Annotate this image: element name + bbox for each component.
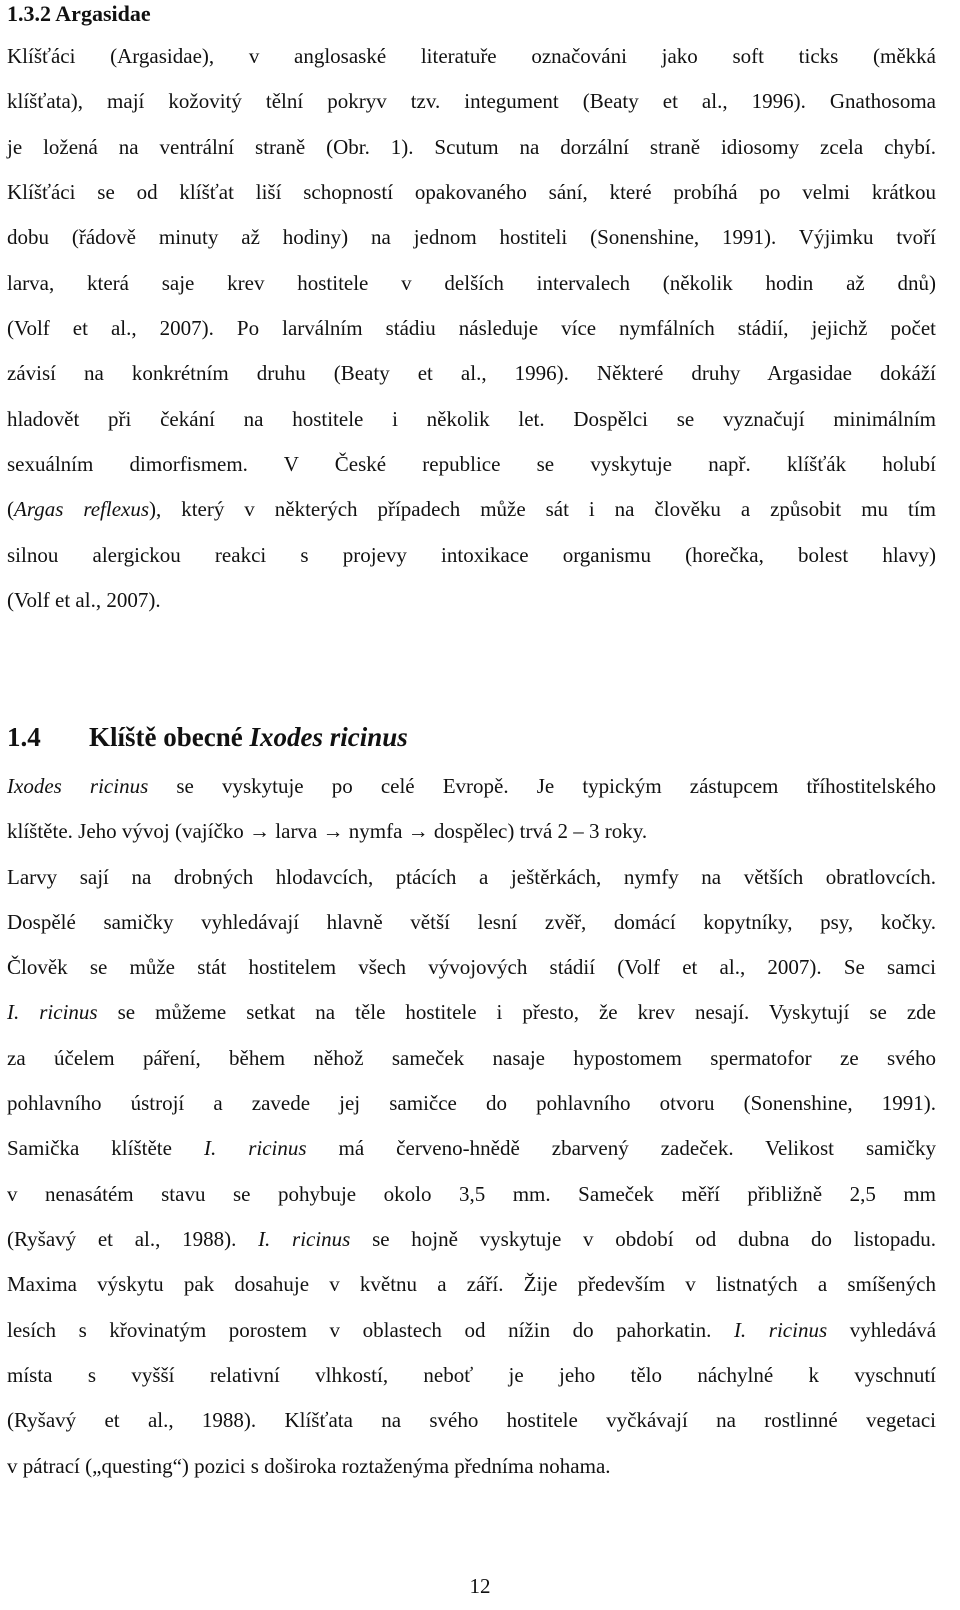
text-line: I. ricinus se můžeme setkat na těle hostitele i přesto, že krev nesají. Vyskytují se zde <box>7 1000 936 1024</box>
text-line: pohlavního ústrojí a zavede jej samičce do pohlavního otvoru (Sonenshine, 1991). <box>7 1091 936 1115</box>
text-line: Klíšťáci se od klíšťat liší schopností opakovaného sání, které probíhá po velmi krátkou <box>7 180 936 204</box>
text-line: v pátrací („questing“) pozici s doširoka roztaženýma předníma nohama. <box>7 1454 611 1478</box>
text-line: dobu (řádově minuty až hodiny) na jednom hostiteli (Sonenshine, 1991). Výjimku tvoří <box>7 225 936 249</box>
text-line: místa s vyšší relativní vlhkostí, neboť je jeho tělo náchylné k vyschnutí <box>7 1363 936 1387</box>
text-line: (Ryšavý et al., 1988). Klíšťata na svého hostitele vyčkávají na rostlinné vegetaci <box>7 1408 936 1432</box>
text-line: sexuálním dimorfismem. V České republice se vyskytuje např. klíšťák holubí <box>7 452 936 476</box>
page-number: 12 <box>469 1574 491 1598</box>
text-line: Dospělé samičky vyhledávají hlavně větší lesní zvěř, domácí kopytníky, psy, kočky. <box>7 910 936 934</box>
text-line: (Argas reflexus), který v některých případech může sát i na člověku a způsobit mu tím <box>7 497 936 521</box>
section-title-plain: Klíště obecné <box>89 722 250 752</box>
text-line: Člověk se může stát hostitelem všech vývojových stádií (Volf et al., 2007). Se samci <box>7 955 936 979</box>
section-heading-1-4 <box>7 722 936 752</box>
text-line: závisí na konkrétním druhu (Beaty et al., 1996). Některé druhy Argasidae dokáží <box>7 361 936 385</box>
section-heading-1-3-2: 1.3.2 Argasidae <box>7 1 151 26</box>
text-line: larva, která saje krev hostitele v delších intervalech (několik hodin až dnů) <box>7 271 936 295</box>
text-line: klíštěte. Jeho vývoj (vajíčko → larva → nymfa → dospělec) trvá 2 – 3 roky. <box>7 819 648 843</box>
text-line: v nenasátém stavu se pohybuje okolo 3,5 mm. Sameček měří přibližně 2,5 mm <box>7 1182 936 1206</box>
text-line: Maxima výskytu pak dosahuje v květnu a září. Žije především v listnatých a smíšených <box>7 1272 936 1296</box>
text-line: (Volf et al., 2007). <box>7 588 161 612</box>
text-line: Samička klíštěte I. ricinus má červeno-hnědě zbarvený zadeček. Velikost samičky <box>7 1136 936 1160</box>
text-line: hladovět při čekání na hostitele i několik let. Dospělci se vyznačují minimálním <box>7 407 936 431</box>
text-line: za účelem páření, během něhož sameček nasaje hypostomem spermatofor ze svého <box>7 1046 936 1070</box>
section-title-italic: Ixodes ricinus <box>249 722 408 752</box>
text-line: (Ryšavý et al., 1988). I. ricinus se hojně vyskytuje v období od dubna do listopadu. <box>7 1227 936 1251</box>
section-number: 1.4 <box>7 722 41 752</box>
text-line: silnou alergickou reakci s projevy intoxikace organismu (horečka, bolest hlavy) <box>7 543 936 567</box>
text-line: Klíšťáci (Argasidae), v anglosaské literatuře označováni jako soft ticks (měkká <box>7 44 936 68</box>
text-line: (Volf et al., 2007). Po larválním stádiu následuje více nymfálních stádií, jejichž počet <box>7 316 936 340</box>
text-line: je ložená na ventrální straně (Obr. 1). Scutum na dorzální straně idiosomy zcela chybí. <box>7 135 936 159</box>
text-line: Ixodes ricinus se vyskytuje po celé Evropě. Je typickým zástupcem tříhostitelského <box>7 774 936 798</box>
text-line: Larvy sají na drobných hlodavcích, ptácích a ještěrkách, nymfy na větších obratlovcích. <box>7 865 936 889</box>
text-line: klíšťata), mají kožovitý tělní pokryv tzv. integument (Beaty et al., 1996). Gnathosoma <box>7 89 936 113</box>
text-line: lesích s křovinatým porostem v oblastech od nížin do pahorkatin. I. ricinus vyhledává <box>7 1318 937 1342</box>
